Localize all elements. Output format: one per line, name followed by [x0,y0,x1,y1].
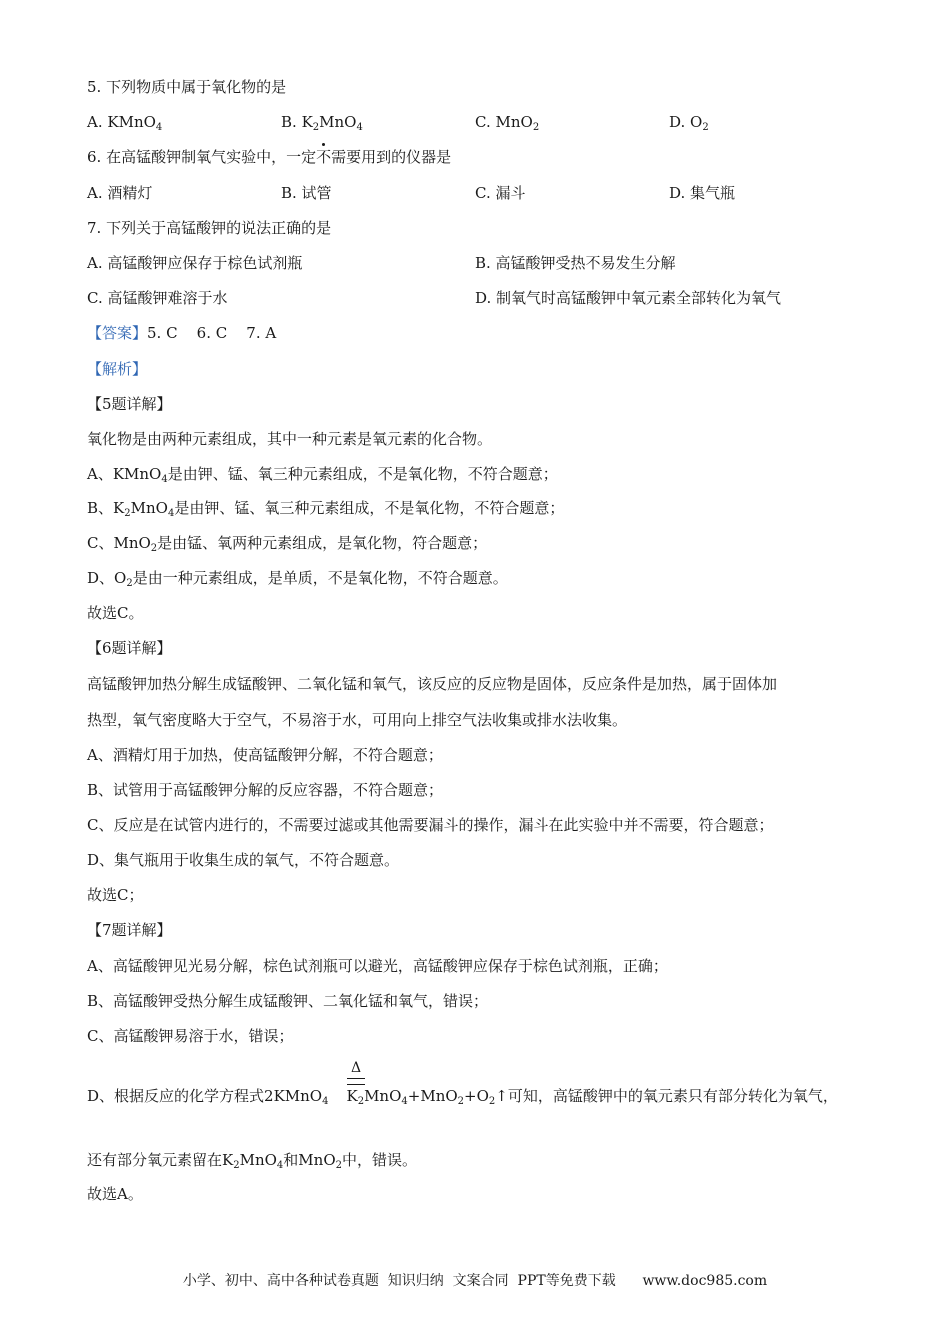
q5-option-d: D. $O_2$ [669,113,709,133]
d6-choice: 故选C； [87,886,144,904]
answer-tag: 【答案】 [87,324,148,342]
q6-option-b: B. 试管 [281,184,332,202]
q5-option-c: C. MnO$_2$ [475,113,540,133]
d5-item-a: A、KMnO$_4$是由钾、锰、氧三种元素组成，不是氧化物，不符合题意； [87,465,558,485]
d7-item-d: D、根据反应的化学方程式2KMnO$_4$ $K_2MnO_4+MnO_2+O_2↑$可知，高锰酸钾中的氧元素只有部分转化为氧气， [87,1087,838,1107]
d6-item-b: B、试管用于高锰酸钾分解的反应容器，不符合题意； [87,781,444,799]
q5-stem: 5. 下列物质中属于氧化物的是 [87,78,287,96]
footer-text: 小学、初中、高中各种试卷真题 知识归纳 文案合同 PPT等免费下载 www.doc985.com [182,1273,768,1289]
emphasis-dot-char: 不 [316,148,332,166]
d5-title: 【5题详解】 [87,395,172,413]
d6-intro-line1: 高锰酸钾加热分解生成锰酸钾、二氧化锰和氧气，该反应的反应物是固体，反应条件是加热，属于固体加 [87,675,778,693]
d6-item-c: C、反应是在试管内进行的，不需要过滤或其他需要漏斗的操作，漏斗在此实验中并不需要，符合题意； [87,816,774,834]
q7-option-c: C. 高锰酸钾难溶于水 [87,289,228,307]
d7-item-d-continued: 还有部分氧元素留在$K_2MnO_4$和MnO$_2$中，错误。 [87,1151,418,1171]
d6-intro-line2: 热型，氧气密度略大于空气，不易溶于水，可用向上排空气法收集或排水法收集。 [87,711,628,729]
d6-item-d: D、集气瓶用于收集生成的氧气，不符合题意。 [87,851,400,869]
d6-title: 【6题详解】 [87,639,172,657]
answer-line: 【答案】5. C 6. C 7. A [87,324,277,342]
q6-stem: 6. 在高锰酸钾制氧气实验中，一定不需要用到的仪器是 [87,148,452,166]
q5-option-a: A. KMnO$_4$ [87,113,163,133]
d7-choice: 故选A。 [87,1185,143,1203]
d7-item-b: B、高锰酸钾受热分解生成锰酸钾、二氧化锰和氧气，错误； [87,992,489,1010]
q6-option-d: D. 集气瓶 [669,184,736,202]
d5-item-d: D、$O_2$是由一种元素组成，是单质，不是氧化物，不符合题意。 [87,569,508,589]
d7-item-c: C、高锰酸钾易溶于水，错误； [87,1027,294,1045]
q7-stem: 7. 下列关于高锰酸钾的说法正确的是 [87,219,332,237]
q6-option-c: C. 漏斗 [475,184,526,202]
d5-choice: 故选C。 [87,604,144,622]
analysis-tag: 【解析】 [87,360,148,378]
q7-option-a: A. 高锰酸钾应保存于棕色试剂瓶 [87,254,303,272]
q5-option-b: B. $K_2MnO_4$ [281,113,363,133]
footer-banner [0,1270,950,1290]
reaction-condition [347,1060,365,1085]
d5-item-c: C、MnO$_2$是由锰、氧两种元素组成，是氧化物，符合题意； [87,534,488,554]
q7-option-b: B. 高锰酸钾受热不易发生分解 [475,254,676,272]
d7-item-a: A、高锰酸钾见光易分解，棕色试剂瓶可以避光，高锰酸钾应保存于棕色试剂瓶，正确； [87,957,668,975]
d5-item-b: B、$K_2MnO_4$是由钾、锰、氧三种元素组成，不是氧化物，不符合题意； [87,499,565,519]
d6-item-a: A、酒精灯用于加热，使高锰酸钾分解，不符合题意； [87,746,443,764]
d7-title: 【7题详解】 [87,921,172,939]
q7-option-d: D. 制氧气时高锰酸钾中氧元素全部转化为氧气 [475,289,782,307]
d5-intro: 氧化物是由两种元素组成，其中一种元素是氧元素的化合物。 [87,430,493,448]
heat-symbol: Δ [350,1060,362,1076]
equals-bars [347,1078,365,1085]
q6-option-a: A. 酒精灯 [87,184,153,202]
